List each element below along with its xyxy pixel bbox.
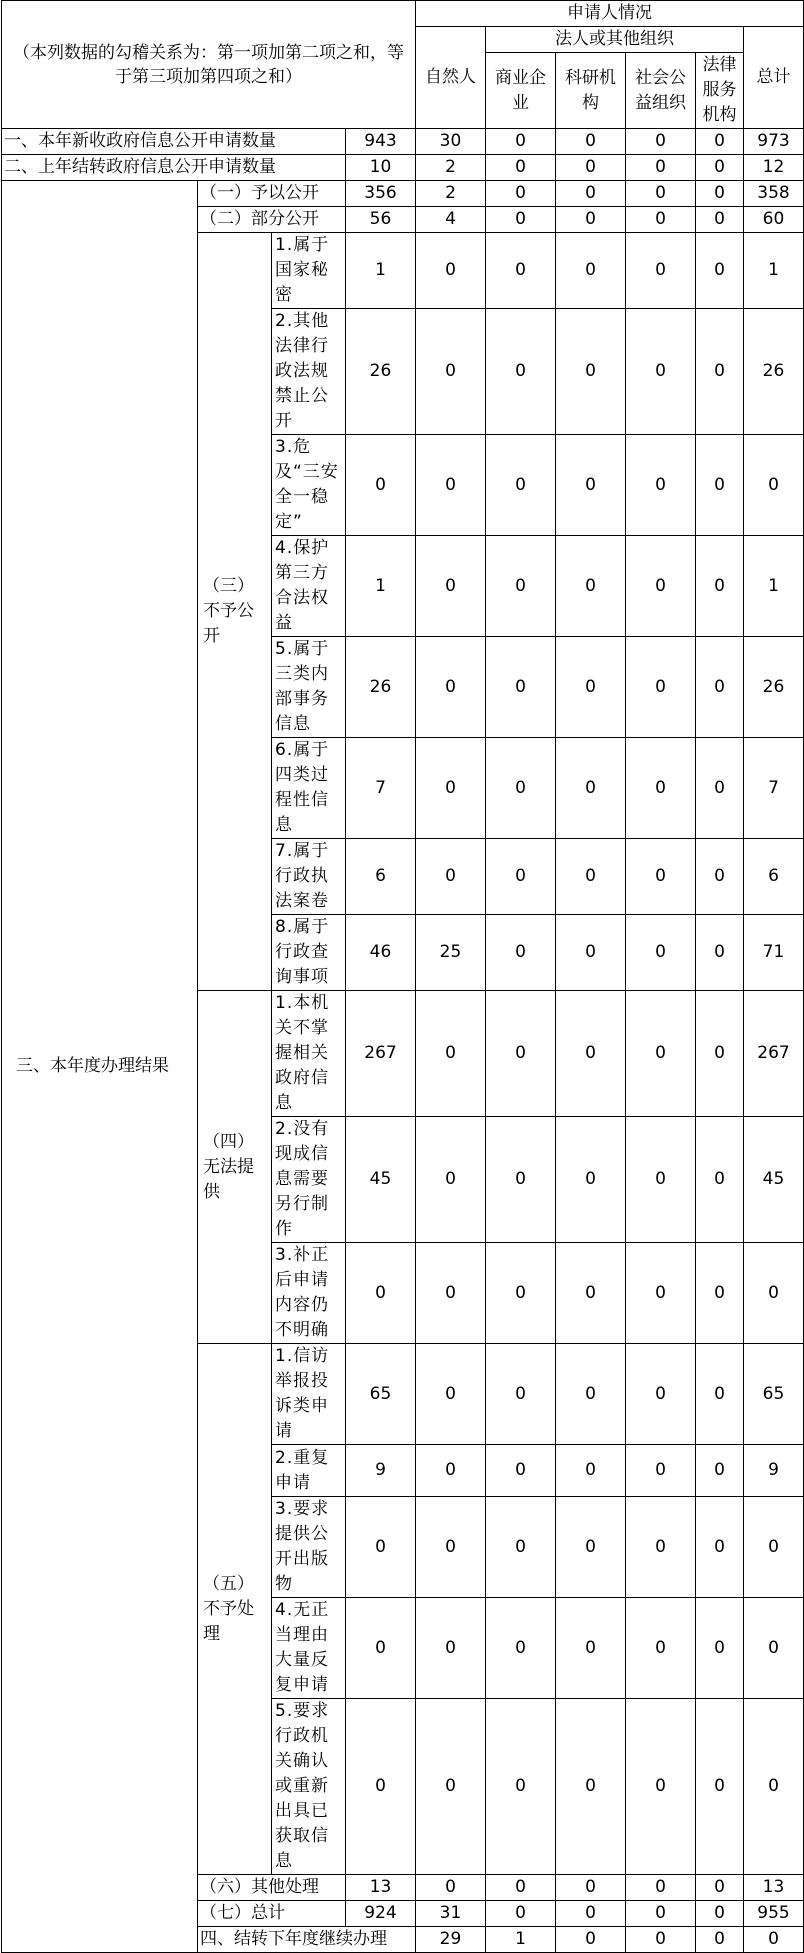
cell: 0 <box>626 1598 696 1699</box>
cell: 0 <box>486 1243 556 1344</box>
sub-row-label: 8.属于行政查询事项 <box>272 915 346 991</box>
cell: 0 <box>486 738 556 839</box>
cell: 0 <box>416 1117 486 1243</box>
row-label-r1: （一）予以公开 <box>198 181 346 207</box>
cell: 0 <box>626 233 696 309</box>
cell: 0 <box>556 1875 626 1901</box>
total-header: 总计 <box>744 27 804 129</box>
org-type-header: 科研机构 <box>556 53 626 129</box>
group-label-r4: （四）无法提供 <box>198 991 272 1344</box>
cell: 1 <box>346 536 416 637</box>
row-label-carry: 二、上年结转政府信息公开申请数量 <box>2 155 346 181</box>
cell: 0 <box>696 1117 744 1243</box>
row-label-r2: （二）部分公开 <box>198 207 346 233</box>
cell: 0 <box>696 1344 744 1445</box>
cell: 0 <box>486 1497 556 1598</box>
cell: 0 <box>346 1699 416 1875</box>
cell: 0 <box>744 1243 804 1344</box>
cell: 0 <box>486 536 556 637</box>
row-label-r7: （七）总计 <box>198 1901 346 1927</box>
cell: 0 <box>486 1344 556 1445</box>
cell: 0 <box>626 839 696 915</box>
cell: 0 <box>486 1875 556 1901</box>
cell: 6 <box>744 839 804 915</box>
cell: 0 <box>556 1927 626 1953</box>
applicant-header: 申请人情况 <box>416 1 804 27</box>
section-three-label: 三、本年度办理结果 <box>2 181 198 1953</box>
cell: 0 <box>696 435 744 536</box>
relation-note: （本列数据的勾稽关系为：第一项加第二项之和，等于第三项加第四项之和） <box>2 1 416 129</box>
cell: 26 <box>346 309 416 435</box>
cell: 0 <box>486 155 556 181</box>
cell: 10 <box>346 155 416 181</box>
cell: 65 <box>744 1344 804 1445</box>
cell: 12 <box>744 155 804 181</box>
cell: 0 <box>556 1344 626 1445</box>
cell: 0 <box>626 129 696 155</box>
cell: 0 <box>486 1445 556 1497</box>
sub-row-label: 4.保护第三方合法权益 <box>272 536 346 637</box>
cell: 0 <box>556 207 626 233</box>
cell: 0 <box>626 1699 696 1875</box>
cell: 0 <box>696 233 744 309</box>
cell: 0 <box>696 915 744 991</box>
cell: 0 <box>744 1927 804 1953</box>
cell: 0 <box>626 309 696 435</box>
cell: 267 <box>744 991 804 1117</box>
cell: 0 <box>486 181 556 207</box>
cell: 7 <box>744 738 804 839</box>
cell: 0 <box>626 991 696 1117</box>
cell: 0 <box>556 181 626 207</box>
cell: 0 <box>486 991 556 1117</box>
cell: 0 <box>696 1901 744 1927</box>
cell: 2 <box>416 181 486 207</box>
cell: 0 <box>626 1901 696 1927</box>
cell: 26 <box>346 637 416 738</box>
cell: 25 <box>416 915 486 991</box>
cell: 0 <box>416 839 486 915</box>
cell: 0 <box>626 1344 696 1445</box>
cell: 0 <box>696 738 744 839</box>
org-type-header: 商业企业 <box>486 53 556 129</box>
sub-row-label: 2.没有现成信息需要另行制作 <box>272 1117 346 1243</box>
row-label-new: 一、本年新收政府信息公开申请数量 <box>2 129 346 155</box>
cell: 0 <box>556 536 626 637</box>
cell: 0 <box>696 839 744 915</box>
cell: 45 <box>346 1117 416 1243</box>
cell: 0 <box>626 1117 696 1243</box>
cell: 0 <box>556 991 626 1117</box>
cell: 26 <box>744 309 804 435</box>
cell: 60 <box>744 207 804 233</box>
cell: 0 <box>416 991 486 1117</box>
cell: 0 <box>416 1598 486 1699</box>
sub-row-label: 3.补正后申请内容仍不明确 <box>272 1243 346 1344</box>
cell: 0 <box>696 207 744 233</box>
info-disclosure-table <box>1 0 804 1953</box>
cell: 45 <box>744 1117 804 1243</box>
cell: 0 <box>626 738 696 839</box>
cell: 0 <box>744 1497 804 1598</box>
row-label-r6: （六）其他处理 <box>198 1875 346 1901</box>
cell: 0 <box>626 1243 696 1344</box>
cell: 0 <box>556 839 626 915</box>
sub-row-label: 2.重复申请 <box>272 1445 346 1497</box>
cell: 0 <box>556 1598 626 1699</box>
cell: 0 <box>486 309 556 435</box>
cell: 31 <box>416 1901 486 1927</box>
cell: 0 <box>486 1901 556 1927</box>
cell: 0 <box>696 991 744 1117</box>
cell: 0 <box>696 129 744 155</box>
cell: 0 <box>744 1699 804 1875</box>
cell: 0 <box>626 1497 696 1598</box>
cell: 0 <box>416 435 486 536</box>
cell: 0 <box>626 1445 696 1497</box>
cell: 0 <box>486 207 556 233</box>
cell: 0 <box>744 435 804 536</box>
cell: 0 <box>556 1243 626 1344</box>
cell: 0 <box>744 1598 804 1699</box>
cell: 65 <box>346 1344 416 1445</box>
cell: 0 <box>416 309 486 435</box>
cell: 0 <box>626 207 696 233</box>
cell: 56 <box>346 207 416 233</box>
cell: 0 <box>696 1875 744 1901</box>
sub-row-label: 2.其他法律行政法规禁止公开 <box>272 309 346 435</box>
cell: 4 <box>416 207 486 233</box>
cell: 0 <box>416 1445 486 1497</box>
row-label-next: 四、结转下年度继续办理 <box>198 1927 416 1953</box>
cell: 0 <box>416 1344 486 1445</box>
cell: 0 <box>696 637 744 738</box>
cell: 0 <box>486 435 556 536</box>
cell: 0 <box>626 915 696 991</box>
cell: 0 <box>486 637 556 738</box>
cell: 0 <box>556 738 626 839</box>
cell: 267 <box>346 991 416 1117</box>
cell: 0 <box>556 155 626 181</box>
cell: 973 <box>744 129 804 155</box>
cell: 0 <box>696 181 744 207</box>
cell: 0 <box>416 1875 486 1901</box>
cell: 0 <box>696 1598 744 1699</box>
sub-row-label: 3.要求提供公开出版物 <box>272 1497 346 1598</box>
cell: 71 <box>744 915 804 991</box>
cell: 0 <box>556 1901 626 1927</box>
cell: 0 <box>696 1445 744 1497</box>
sub-row-label: 4.无正当理由大量反复申请 <box>272 1598 346 1699</box>
cell: 0 <box>416 233 486 309</box>
cell: 0 <box>626 536 696 637</box>
cell: 30 <box>416 129 486 155</box>
cell: 0 <box>556 1497 626 1598</box>
cell: 26 <box>744 637 804 738</box>
sub-row-label: 7.属于行政执法案卷 <box>272 839 346 915</box>
cell: 6 <box>346 839 416 915</box>
org-type-header: 法律服务机构 <box>696 53 744 129</box>
sub-row-label: 5.属于三类内部事务信息 <box>272 637 346 738</box>
cell: 924 <box>346 1901 416 1927</box>
sub-row-label: 6.属于四类过程性信息 <box>272 738 346 839</box>
cell: 356 <box>346 181 416 207</box>
cell: 29 <box>416 1927 486 1953</box>
sub-row-label: 1.本机关不掌握相关政府信息 <box>272 991 346 1117</box>
cell: 46 <box>346 915 416 991</box>
cell: 7 <box>346 738 416 839</box>
sub-row-label: 3.危及“三安全一稳定” <box>272 435 346 536</box>
cell: 0 <box>416 637 486 738</box>
cell: 358 <box>744 181 804 207</box>
cell: 1 <box>346 233 416 309</box>
cell: 0 <box>556 435 626 536</box>
cell: 0 <box>416 1243 486 1344</box>
cell: 0 <box>416 1699 486 1875</box>
cell: 9 <box>346 1445 416 1497</box>
cell: 0 <box>626 155 696 181</box>
org-type-header: 社会公益组织 <box>626 53 696 129</box>
cell: 0 <box>486 839 556 915</box>
cell: 0 <box>346 1243 416 1344</box>
cell: 0 <box>696 1243 744 1344</box>
cell: 1 <box>744 233 804 309</box>
cell: 0 <box>696 1699 744 1875</box>
cell: 1 <box>744 536 804 637</box>
cell: 2 <box>416 155 486 181</box>
natural-person-header: 自然人 <box>416 27 486 129</box>
cell: 0 <box>486 129 556 155</box>
group-label-r5: （五）不予处理 <box>198 1344 272 1875</box>
cell: 0 <box>556 1117 626 1243</box>
cell: 0 <box>626 181 696 207</box>
cell: 0 <box>556 915 626 991</box>
cell: 0 <box>556 1699 626 1875</box>
cell: 943 <box>346 129 416 155</box>
legal-group-header: 法人或其他组织 <box>486 27 744 53</box>
cell: 0 <box>486 233 556 309</box>
cell: 0 <box>346 435 416 536</box>
cell: 0 <box>556 233 626 309</box>
cell: 0 <box>696 309 744 435</box>
cell: 13 <box>744 1875 804 1901</box>
cell: 0 <box>626 637 696 738</box>
cell: 0 <box>486 915 556 991</box>
cell: 955 <box>744 1901 804 1927</box>
cell: 0 <box>416 1497 486 1598</box>
cell: 0 <box>556 637 626 738</box>
cell: 0 <box>696 536 744 637</box>
cell: 13 <box>346 1875 416 1901</box>
cell: 0 <box>416 738 486 839</box>
cell: 0 <box>556 1445 626 1497</box>
cell: 0 <box>626 1875 696 1901</box>
cell: 0 <box>626 435 696 536</box>
cell: 0 <box>696 1497 744 1598</box>
cell: 0 <box>696 155 744 181</box>
sub-row-label: 1.信访举报投诉类申请 <box>272 1344 346 1445</box>
cell: 0 <box>556 309 626 435</box>
sub-row-label: 1.属于国家秘密 <box>272 233 346 309</box>
cell: 0 <box>486 1117 556 1243</box>
cell: 0 <box>556 129 626 155</box>
cell: 0 <box>626 1927 696 1953</box>
sub-row-label: 5.要求行政机关确认或重新出具已获取信息 <box>272 1699 346 1875</box>
cell: 0 <box>486 1598 556 1699</box>
group-label-r3: （三）不予公开 <box>198 233 272 991</box>
cell: 0 <box>486 1699 556 1875</box>
cell: 1 <box>486 1927 556 1953</box>
cell: 0 <box>346 1497 416 1598</box>
cell: 0 <box>416 536 486 637</box>
cell: 0 <box>696 1927 744 1953</box>
cell: 9 <box>744 1445 804 1497</box>
cell: 0 <box>346 1598 416 1699</box>
